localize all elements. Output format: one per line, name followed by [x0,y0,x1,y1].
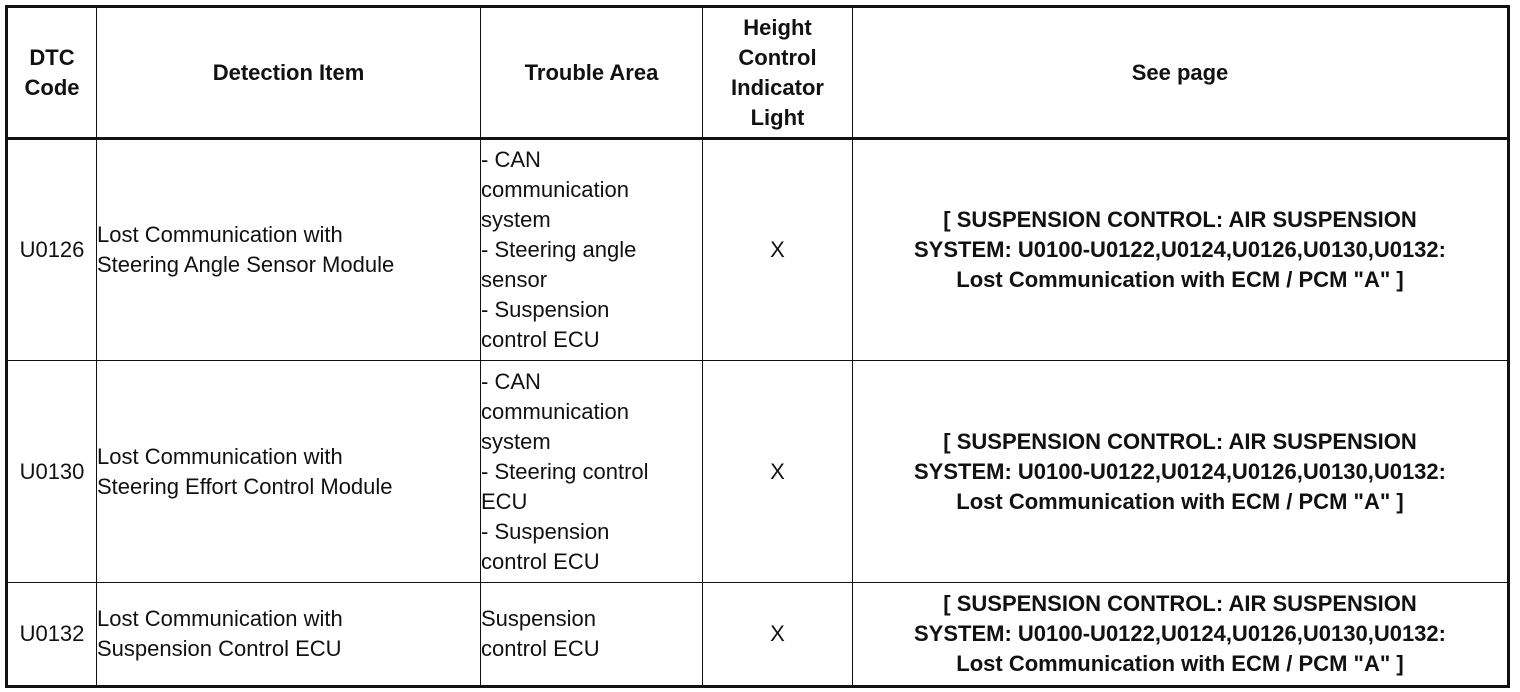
trouble-area-line: ECU [481,488,528,514]
detection-item-cell [97,361,481,583]
header-indicator-line: Light [750,104,805,130]
trouble-area-line: - CAN [481,147,541,172]
trouble-area-line: - Suspension [481,297,610,322]
indicator-light-cell: X [703,139,853,361]
trouble-area-line: communication [481,177,629,202]
table-row [7,361,1509,583]
dtc-code-cell: U0130 [7,361,97,583]
header-dtc-code-line: DTC [29,44,75,70]
see-page-link[interactable] [853,361,1509,583]
detection-item-line: Lost Communication with [97,443,343,469]
trouble-area-line: - Steering angle [481,237,637,262]
dtc-code-cell: U0132 [7,583,97,687]
detection-item-cell [97,139,481,361]
trouble-area-line: - Steering control [481,458,649,484]
indicator-light-cell: X [703,361,853,583]
header-indicator-line: Indicator [731,74,824,100]
dtc-code-cell: U0126 [7,139,97,361]
see-page-line: SYSTEM: U0100-U0122,U0124,U0126,U0130,U0132: [914,621,1446,646]
header-row [7,7,1509,139]
header-indicator-line: Control [738,44,817,70]
trouble-area-cell [481,583,703,687]
see-page-link[interactable] [853,139,1509,361]
table-row [7,583,1509,687]
see-page-link[interactable] [853,583,1509,687]
detection-item-line: Steering Effort Control Module [97,473,393,499]
trouble-area-line: system [481,428,551,454]
header-trouble-area: Trouble Area [481,7,703,139]
trouble-area-line: control ECU [481,548,600,574]
see-page-line: SYSTEM: U0100-U0122,U0124,U0126,U0130,U0132: [914,458,1446,484]
trouble-area-line: control ECU [481,327,600,352]
see-page-line: [ SUSPENSION CONTROL: AIR SUSPENSION [943,207,1417,232]
header-dtc-code-line: Code [24,74,80,100]
trouble-area-line: - Suspension [481,518,610,544]
trouble-area-cell [481,361,703,583]
detection-item-line: Suspension Control ECU [97,636,342,661]
table-row [7,139,1509,361]
trouble-area-line: communication [481,398,629,424]
trouble-area-line: sensor [481,267,548,292]
header-detection-item: Detection Item [97,7,481,139]
header-see-page: See page [853,7,1509,139]
see-page-line: Lost Communication with ECM / PCM "A" ] [956,651,1404,676]
see-page-line: Lost Communication with ECM / PCM "A" ] [956,488,1404,514]
see-page-line: SYSTEM: U0100-U0122,U0124,U0126,U0130,U0132: [914,237,1446,262]
trouble-area-cell [481,139,703,361]
detection-item-cell [97,583,481,687]
detection-item-line: Lost Communication with [97,606,343,631]
see-page-line: [ SUSPENSION CONTROL: AIR SUSPENSION [943,591,1417,616]
see-page-line: [ SUSPENSION CONTROL: AIR SUSPENSION [943,428,1417,454]
trouble-area-line: - CAN [481,368,541,394]
detection-item-line: Steering Angle Sensor Module [97,252,395,277]
trouble-area-line: Suspension [481,606,596,631]
indicator-light-cell: X [703,583,853,687]
header-indicator-line: Height [743,14,812,40]
dtc-table [5,5,1510,688]
detection-item-line: Lost Communication with [97,222,343,247]
header-indicator-light [703,7,853,139]
see-page-line: Lost Communication with ECM / PCM "A" ] [956,267,1404,292]
header-dtc-code [7,7,97,139]
trouble-area-line: system [481,207,551,232]
trouble-area-line: control ECU [481,636,600,661]
